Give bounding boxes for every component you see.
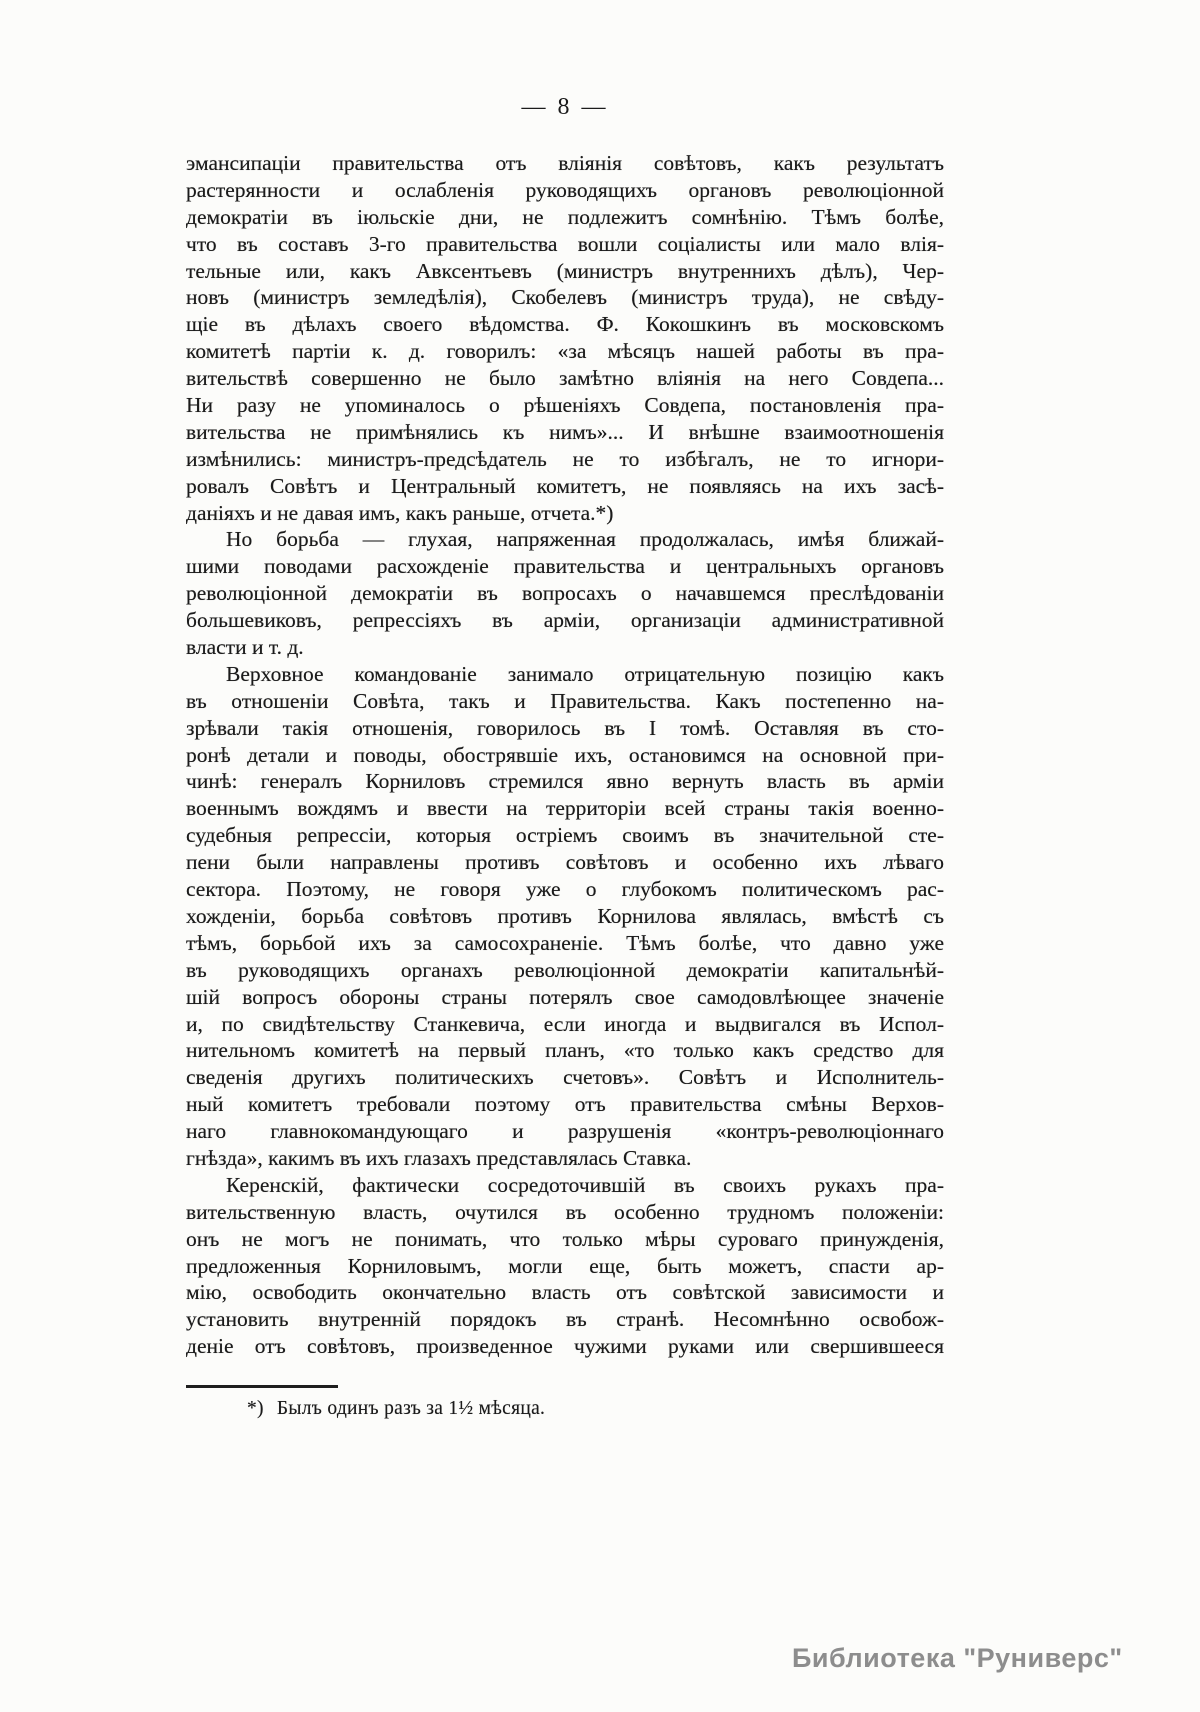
text-line: нительномъ комитетѣ на первый планъ, «то только какъ средство для <box>186 1038 944 1063</box>
text-line: шими поводами расхожденіе правительства и центральныхъ органовъ <box>186 554 944 579</box>
text-line: деніе отъ совѣтовъ, произведенное чужими руками или свершившееся <box>186 1334 944 1359</box>
text-line: въ отношеніи Совѣта, такъ и Правительства. Какъ постепенно на- <box>186 688 944 713</box>
text-line: вительственную власть, очутился въ особенно трудномъ положеніи: <box>186 1199 944 1224</box>
text-line: эмансипаціи правительства отъ вліянія совѣтовъ, какъ результатъ <box>186 151 944 175</box>
text-line: Верховное командованіе занимало отрицательную позицію какъ <box>226 661 944 686</box>
text-line: и, по свидѣтельству Станкевича, если иногда и выдвигался въ Испол- <box>186 1011 944 1036</box>
text-line: тельные или, какъ Авксентьевъ (министръ внутреннихъ дѣлъ), Чер- <box>186 258 944 283</box>
text-line: судебныя репрессіи, которыя остріемъ своимъ въ значительной сте- <box>186 823 944 848</box>
library-watermark: Библиотека "Руниверс" <box>792 1643 1123 1673</box>
text-line: пени были направлены противъ совѣтовъ и особенно ихъ лѣваго <box>186 850 944 875</box>
text-line: Но борьба — глухая, напряженная продолжалась, имѣя ближай- <box>226 527 944 552</box>
text-line: революціонной демократіи въ вопросахъ о начавшемся преслѣдованіи <box>186 581 944 606</box>
text-line: щіе въ дѣлахъ своего вѣдомства. Ф. Кокошкинъ въ московскомъ <box>186 312 944 337</box>
text-line: новъ (министръ земледѣлія), Скобелевъ (министръ труда), не свѣду- <box>186 285 944 310</box>
text-line: чинѣ: генералъ Корниловъ стремился явно вернуть власть въ арміи <box>186 769 944 794</box>
text-line: Ни разу не упоминалось о рѣшеніяхъ Совдепа, постановленія пра- <box>186 393 944 418</box>
text-line: что въ составъ 3-го правительства вошли соціалисты или мало влія- <box>186 231 944 256</box>
text-line: вительства не примѣнялись къ нимъ»... И внѣшне взаимоотношенія <box>186 419 944 444</box>
text-line: власти и т. д. <box>186 635 304 660</box>
text-line: въ руководящихъ органахъ революціонной демократіи капитальнѣй- <box>186 957 944 982</box>
text-line: шій вопросъ обороны страны потерялъ свое самодовлѣющее значеніе <box>186 984 944 1009</box>
footnote-separator-rule <box>186 1385 338 1388</box>
text-line: тѣмъ, борьбой ихъ за самосохраненіе. Тѣмъ болѣе, что давно уже <box>186 930 944 955</box>
text-line: сектора. Поэтому, не говоря уже о глубокомъ политическомъ рас- <box>186 877 944 902</box>
text-line: демократіи въ іюльскіе дни, не подлежитъ сомнѣнію. Тѣмъ болѣе, <box>186 204 944 229</box>
text-line: измѣнились: министръ-предсѣдатель не то избѣгалъ, не то игнори- <box>186 446 944 471</box>
page-number: — 8 — <box>521 94 609 120</box>
text-line: военнымъ вождямъ и ввести на территоріи всей страны такія военно- <box>186 796 944 821</box>
body-text <box>186 150 944 1360</box>
footnote <box>247 1398 545 1420</box>
footnote-text: Былъ одинъ разъ за 1½ мѣсяца. <box>276 1398 546 1419</box>
text-line: ный комитетъ требовали поэтому отъ правительства смѣны Верхов- <box>186 1092 944 1117</box>
text-line: даніяхъ и не давая имъ, какъ раньше, отчета.*) <box>186 500 614 525</box>
text-line: Керенскій, фактически сосредоточившій въ своихъ рукахъ пра- <box>226 1172 944 1197</box>
text-line: комитетѣ партіи к. д. говорилъ: «за мѣсяцъ нашей работы въ пра- <box>186 339 944 364</box>
text-line: мію, освободить окончательно власть отъ совѣтской зависимости и <box>186 1280 944 1305</box>
text-line: ровалъ Совѣтъ и Центральный комитетъ, не появляясь на ихъ засѣ- <box>186 473 944 498</box>
text-line: предложенныя Корниловымъ, могли еще, быть можетъ, спасти ар- <box>186 1253 944 1278</box>
text-line: зрѣвали такія отношенія, говорилось въ I томѣ. Оставляя въ сто- <box>186 715 944 740</box>
text-line: наго главнокомандующаго и разрушенія «контръ-революціоннаго <box>186 1119 944 1144</box>
text-line: онъ не могъ не понимать, что только мѣры суроваго принужденія, <box>186 1226 944 1251</box>
text-line: вительствѣ совершенно не было замѣтно вліянія на него Совдепа... <box>186 366 944 391</box>
footnote-marker: *) <box>247 1398 264 1419</box>
text-line: большевиковъ, репрессіяхъ въ арміи, организаціи административной <box>186 608 944 633</box>
text-line: растерянности и ослабленія руководящихъ органовъ революціонной <box>186 177 944 202</box>
text-line: сведенія другихъ политическихъ счетовъ». Совѣтъ и Исполнитель- <box>186 1065 944 1090</box>
text-line: ронѣ детали и поводы, обострявшіе ихъ, остановимся на основной при- <box>186 742 944 767</box>
text-line: гнѣзда», какимъ въ ихъ глазахъ представлялась Ставка. <box>186 1145 692 1170</box>
text-line: хожденіи, борьба совѣтовъ противъ Корнилова являлась, вмѣстѣ съ <box>186 903 944 928</box>
text-line: установить внутренній порядокъ въ странѣ. Несомнѣнно освобож- <box>186 1307 944 1332</box>
